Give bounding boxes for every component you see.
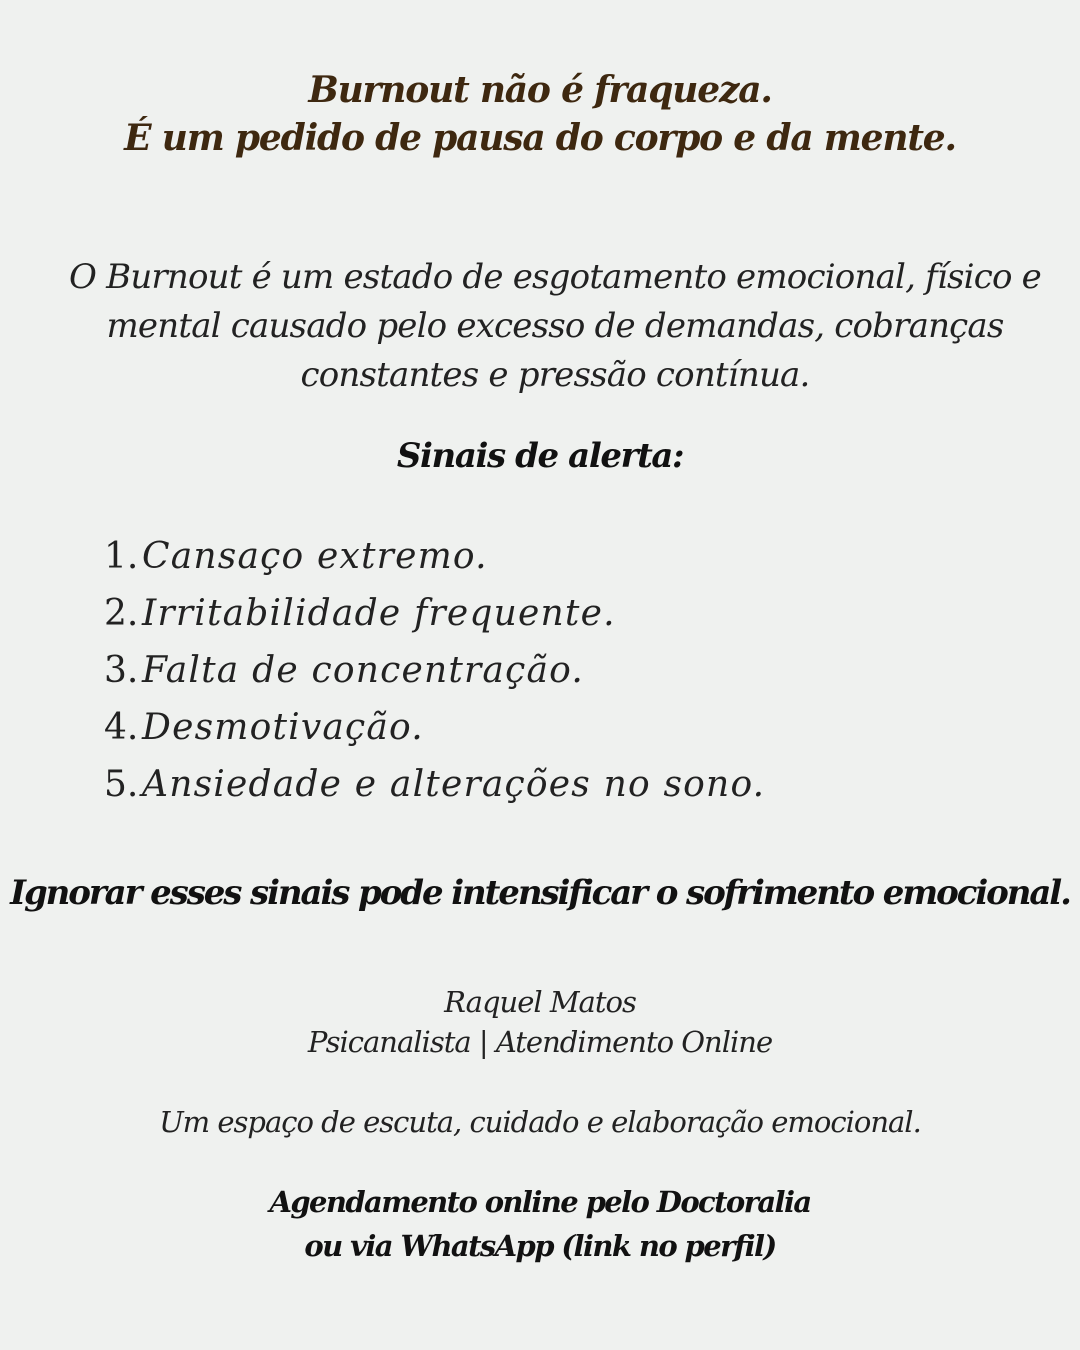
list-item — [104, 585, 765, 642]
intro-line-2: mental causado pelo excesso de demandas, cobranças — [106, 306, 1004, 346]
booking-line-2: ou via WhatsApp (link no perfil) — [304, 1229, 776, 1263]
list-item-number: 4. — [104, 707, 139, 748]
list-item — [104, 642, 765, 699]
list-item-text: Ansiedade e alterações no sono. — [142, 764, 766, 805]
list-item — [104, 528, 765, 585]
list-item-text: Falta de concentração. — [142, 650, 584, 691]
warning-statement: Ignorar esses sinais pode intensificar o sofrimento emocional. — [10, 873, 1070, 913]
alert-heading: Sinais de alerta: — [396, 436, 684, 476]
author-name: Raquel Matos — [444, 985, 636, 1019]
list-item-number: 1. — [104, 536, 139, 577]
list-item — [104, 756, 765, 813]
list-item — [104, 699, 765, 756]
signs-list — [104, 528, 765, 813]
tagline: Um espaço de escuta, cuidado e elaboração emocional. — [159, 1105, 921, 1139]
author-role: Psicanalista | Atendimento Online — [307, 1025, 773, 1059]
headline-line-1: Burnout não é fraqueza. — [308, 69, 772, 111]
list-item-number: 3. — [104, 650, 139, 691]
list-item-text: Cansaço extremo. — [142, 536, 488, 577]
booking-line-1: Agendamento online pelo Doctoralia — [269, 1185, 811, 1219]
list-item-text: Desmotivação. — [142, 707, 424, 748]
signature-block — [0, 982, 1080, 1062]
headline-line-2: É um pedido de pausa do corpo e da mente. — [124, 117, 956, 159]
list-item-number: 2. — [104, 593, 139, 634]
list-item-number: 5. — [104, 764, 139, 805]
booking-info — [0, 1180, 1080, 1268]
intro-paragraph — [40, 253, 1070, 400]
headline — [0, 66, 1080, 162]
list-item-text: Irritabilidade frequente. — [142, 593, 616, 634]
intro-line-1: O Burnout é um estado de esgotamento emocional, físico e — [69, 257, 1041, 297]
intro-line-3: constantes e pressão contínua. — [300, 355, 810, 395]
